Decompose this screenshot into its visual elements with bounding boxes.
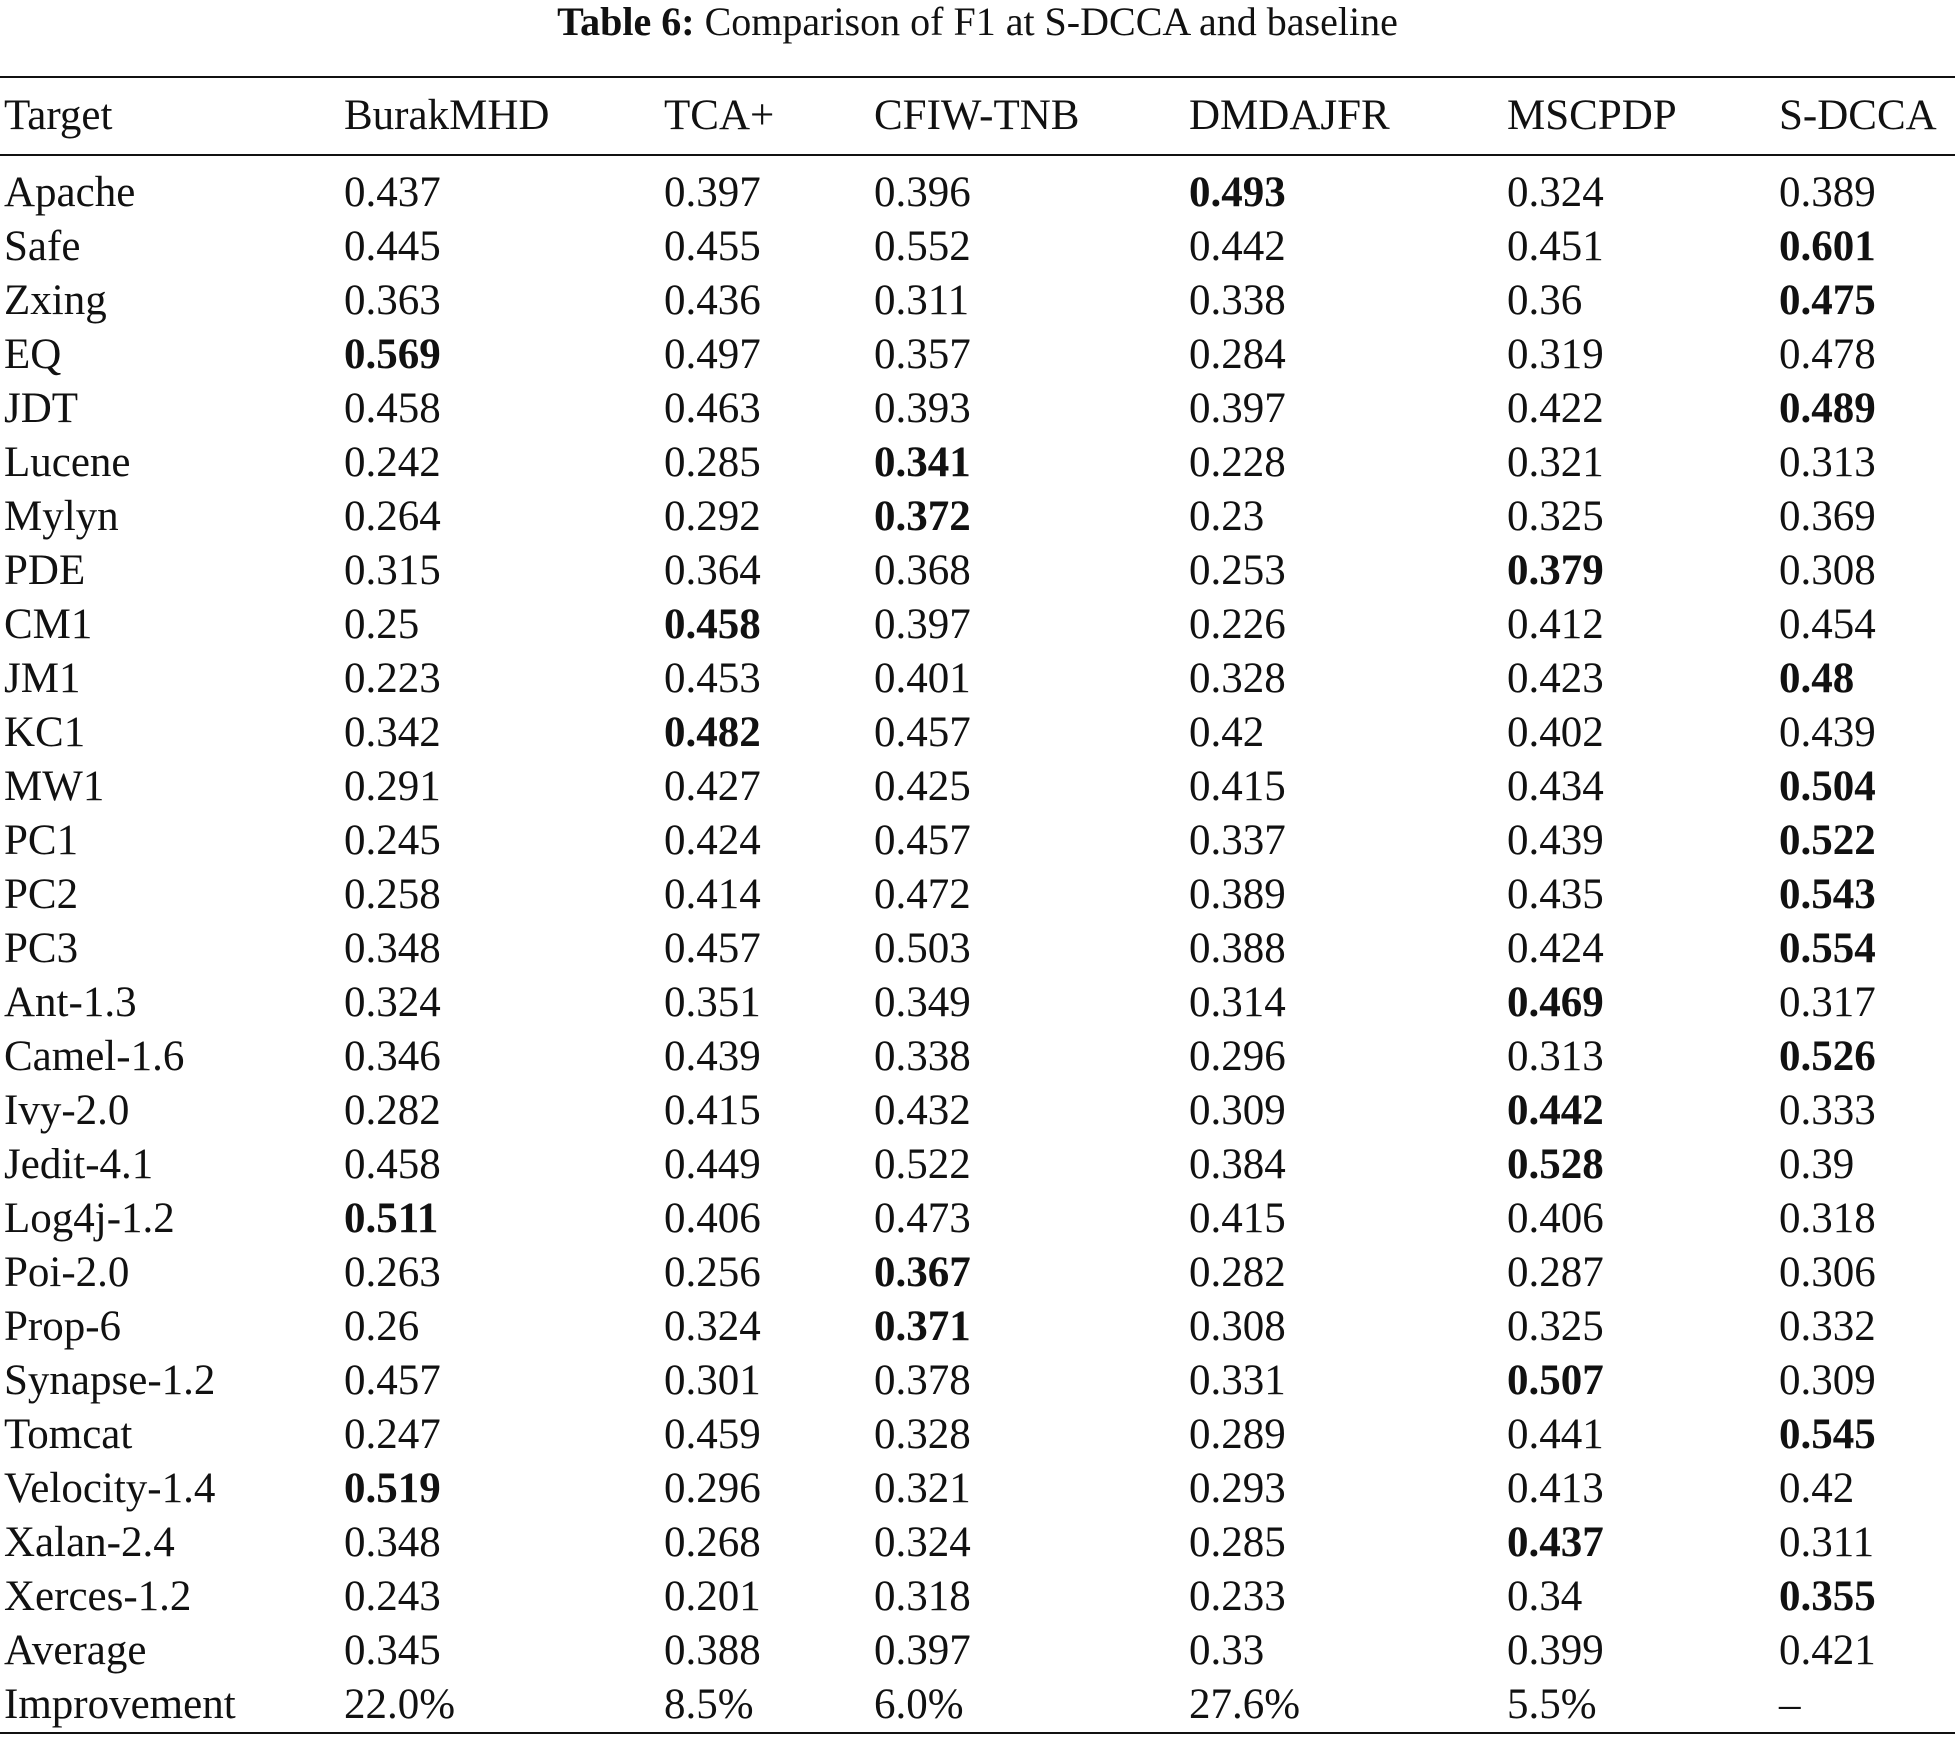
row-target-cell: Improvement [4, 1681, 236, 1728]
row-target-cell: JDT [4, 385, 79, 432]
value-cell: 0.26 [344, 1303, 420, 1350]
value-cell: 0.201 [664, 1573, 761, 1620]
value-cell: 0.314 [1189, 979, 1286, 1026]
value-cell: 0.504 [1779, 763, 1876, 810]
value-cell: 0.324 [1507, 169, 1604, 216]
table-row [0, 1030, 1955, 1084]
value-cell: 0.554 [1779, 925, 1876, 972]
value-cell: 0.364 [664, 547, 761, 594]
value-cell: 0.253 [1189, 547, 1286, 594]
header-s-dcca: S-DCCA [1779, 92, 1937, 139]
value-cell: 0.245 [344, 817, 441, 864]
value-cell: 0.247 [344, 1411, 441, 1458]
value-cell: 0.439 [664, 1033, 761, 1080]
table-row [0, 976, 1955, 1030]
row-target-cell: Ivy-2.0 [4, 1087, 130, 1134]
value-cell: 0.482 [664, 709, 761, 756]
value-cell: 0.379 [1507, 547, 1604, 594]
row-target-cell: Xerces-1.2 [4, 1573, 192, 1620]
value-cell: 0.355 [1779, 1573, 1876, 1620]
value-cell: 0.325 [1507, 493, 1604, 540]
row-target-cell: Ant-1.3 [4, 979, 137, 1026]
value-cell: 0.301 [664, 1357, 761, 1404]
f1-comparison-table [0, 76, 1955, 1734]
value-cell: 0.432 [874, 1087, 971, 1134]
value-cell: 0.503 [874, 925, 971, 972]
value-cell: 0.319 [1507, 331, 1604, 378]
row-target-cell: Mylyn [4, 493, 119, 540]
value-cell: 0.321 [874, 1465, 971, 1512]
value-cell: 0.439 [1779, 709, 1876, 756]
value-cell: 0.338 [1189, 277, 1286, 324]
value-cell: 0.389 [1779, 169, 1876, 216]
value-cell: 0.324 [664, 1303, 761, 1350]
value-cell: 0.285 [664, 439, 761, 486]
value-cell: 0.223 [344, 655, 441, 702]
value-cell: 0.242 [344, 439, 441, 486]
value-cell: 0.25 [344, 601, 420, 648]
value-cell: 0.331 [1189, 1357, 1286, 1404]
value-cell: 0.308 [1189, 1303, 1286, 1350]
value-cell: 0.449 [664, 1141, 761, 1188]
row-target-cell: Prop-6 [4, 1303, 122, 1350]
value-cell: 0.475 [1779, 277, 1876, 324]
value-cell: 0.233 [1189, 1573, 1286, 1620]
value-cell: 0.397 [1189, 385, 1286, 432]
header-dmdajfr: DMDAJFR [1189, 92, 1390, 139]
value-cell: 0.285 [1189, 1519, 1286, 1566]
value-cell: 0.42 [1779, 1465, 1855, 1512]
table-row [0, 274, 1955, 328]
table-row [0, 382, 1955, 436]
value-cell: 0.264 [344, 493, 441, 540]
value-cell: – [1779, 1681, 1801, 1728]
value-cell: 0.423 [1507, 655, 1604, 702]
caption-text: Comparison of F1 at S-DCCA and baseline [704, 0, 1398, 44]
table-header [0, 77, 1955, 155]
value-cell: 0.511 [344, 1195, 439, 1242]
table-row [0, 652, 1955, 706]
row-target-cell: Apache [4, 169, 136, 216]
row-target-cell: Jedit-4.1 [4, 1141, 154, 1188]
value-cell: 0.453 [664, 655, 761, 702]
value-cell: 0.437 [344, 169, 441, 216]
value-cell: 0.601 [1779, 223, 1876, 270]
value-cell: 0.457 [664, 925, 761, 972]
table-body [0, 155, 1955, 1733]
table-row [0, 1462, 1955, 1516]
value-cell: 0.458 [664, 601, 761, 648]
value-cell: 0.442 [1189, 223, 1286, 270]
row-target-cell: MW1 [4, 763, 105, 810]
row-target-cell: PDE [4, 547, 86, 594]
value-cell: 0.455 [664, 223, 761, 270]
row-target-cell: Velocity-1.4 [4, 1465, 216, 1512]
value-cell: 0.282 [344, 1087, 441, 1134]
row-target-cell: Average [4, 1627, 147, 1674]
value-cell: 0.454 [1779, 601, 1876, 648]
row-target-cell: JM1 [4, 655, 81, 702]
value-cell: 0.371 [874, 1303, 971, 1350]
table-row [0, 1084, 1955, 1138]
value-cell: 0.388 [664, 1627, 761, 1674]
value-cell: 0.258 [344, 871, 441, 918]
table-row [0, 598, 1955, 652]
value-cell: 0.478 [1779, 331, 1876, 378]
value-cell: 0.459 [664, 1411, 761, 1458]
value-cell: 0.427 [664, 763, 761, 810]
value-cell: 0.451 [1507, 223, 1604, 270]
value-cell: 0.349 [874, 979, 971, 1026]
value-cell: 0.348 [344, 1519, 441, 1566]
value-cell: 0.226 [1189, 601, 1286, 648]
value-cell: 0.369 [1779, 493, 1876, 540]
value-cell: 0.457 [344, 1357, 441, 1404]
value-cell: 0.437 [1507, 1519, 1604, 1566]
row-target-cell: Xalan-2.4 [4, 1519, 175, 1566]
table-row [0, 436, 1955, 490]
table-row [0, 814, 1955, 868]
value-cell: 0.292 [664, 493, 761, 540]
value-cell: 0.368 [874, 547, 971, 594]
row-target-cell: EQ [4, 331, 62, 378]
value-cell: 0.346 [344, 1033, 441, 1080]
value-cell: 0.324 [874, 1519, 971, 1566]
value-cell: 0.287 [1507, 1249, 1604, 1296]
table-row [0, 922, 1955, 976]
header-cfiw-tnb: CFIW-TNB [874, 92, 1080, 139]
value-cell: 0.497 [664, 331, 761, 378]
value-cell: 0.528 [1507, 1141, 1604, 1188]
value-cell: 0.333 [1779, 1087, 1876, 1134]
value-cell: 0.39 [1779, 1141, 1855, 1188]
value-cell: 6.0% [874, 1681, 964, 1728]
header-mscpdp: MSCPDP [1507, 92, 1677, 139]
value-cell: 0.397 [874, 1627, 971, 1674]
value-cell: 0.489 [1779, 385, 1876, 432]
value-cell: 0.357 [874, 331, 971, 378]
value-cell: 0.457 [874, 817, 971, 864]
value-cell: 0.318 [874, 1573, 971, 1620]
value-cell: 0.397 [874, 601, 971, 648]
value-cell: 0.399 [1507, 1627, 1604, 1674]
value-cell: 0.441 [1507, 1411, 1604, 1458]
value-cell: 0.243 [344, 1573, 441, 1620]
value-cell: 0.458 [344, 1141, 441, 1188]
value-cell: 0.313 [1779, 439, 1876, 486]
row-target-cell: Camel-1.6 [4, 1033, 185, 1080]
table-row [0, 1516, 1955, 1570]
value-cell: 0.33 [1189, 1627, 1265, 1674]
value-cell: 0.309 [1189, 1087, 1286, 1134]
value-cell: 0.445 [344, 223, 441, 270]
header-burakmhd: BurakMHD [344, 92, 550, 139]
table-row [0, 220, 1955, 274]
table-row [0, 1624, 1955, 1678]
row-target-cell: KC1 [4, 709, 86, 756]
value-cell: 0.289 [1189, 1411, 1286, 1458]
table-row [0, 706, 1955, 760]
value-cell: 0.345 [344, 1627, 441, 1674]
value-cell: 0.328 [874, 1411, 971, 1458]
value-cell: 0.415 [664, 1087, 761, 1134]
value-cell: 0.42 [1189, 709, 1265, 756]
row-target-cell: Log4j-1.2 [4, 1195, 175, 1242]
value-cell: 27.6% [1189, 1681, 1301, 1728]
value-cell: 0.256 [664, 1249, 761, 1296]
header-tca-plus: TCA+ [664, 92, 775, 139]
value-cell: 0.442 [1507, 1087, 1604, 1134]
value-cell: 0.311 [874, 277, 970, 324]
value-cell: 0.473 [874, 1195, 971, 1242]
value-cell: 0.306 [1779, 1249, 1876, 1296]
value-cell: 0.457 [874, 709, 971, 756]
value-cell: 0.393 [874, 385, 971, 432]
value-cell: 0.228 [1189, 439, 1286, 486]
value-cell: 0.472 [874, 871, 971, 918]
table-row [0, 1192, 1955, 1246]
row-target-cell: PC3 [4, 925, 79, 972]
row-target-cell: PC1 [4, 817, 79, 864]
value-cell: 0.389 [1189, 871, 1286, 918]
table-row [0, 1570, 1955, 1624]
row-target-cell: CM1 [4, 601, 93, 648]
value-cell: 0.293 [1189, 1465, 1286, 1512]
value-cell: 0.372 [874, 493, 971, 540]
row-target-cell: Poi-2.0 [4, 1249, 130, 1296]
value-cell: 22.0% [344, 1681, 456, 1728]
value-cell: 0.413 [1507, 1465, 1604, 1512]
value-cell: 0.325 [1507, 1303, 1604, 1350]
value-cell: 0.425 [874, 763, 971, 810]
value-cell: 0.415 [1189, 1195, 1286, 1242]
table-row [0, 1300, 1955, 1354]
value-cell: 0.434 [1507, 763, 1604, 810]
value-cell: 8.5% [664, 1681, 754, 1728]
value-cell: 0.284 [1189, 331, 1286, 378]
value-cell: 0.421 [1779, 1627, 1876, 1674]
value-cell: 0.341 [874, 439, 971, 486]
value-cell: 0.552 [874, 223, 971, 270]
value-cell: 0.463 [664, 385, 761, 432]
value-cell: 0.406 [1507, 1195, 1604, 1242]
value-cell: 0.332 [1779, 1303, 1876, 1350]
value-cell: 0.436 [664, 277, 761, 324]
table-caption [0, 0, 1955, 44]
value-cell: 0.415 [1189, 763, 1286, 810]
value-cell: 0.422 [1507, 385, 1604, 432]
value-cell: 0.363 [344, 277, 441, 324]
value-cell: 0.526 [1779, 1033, 1876, 1080]
value-cell: 0.402 [1507, 709, 1604, 756]
value-cell: 0.414 [664, 871, 761, 918]
value-cell: 0.458 [344, 385, 441, 432]
value-cell: 0.34 [1507, 1573, 1583, 1620]
table-row [0, 328, 1955, 382]
value-cell: 0.569 [344, 331, 441, 378]
table-row [0, 544, 1955, 598]
table-row [0, 155, 1955, 220]
value-cell: 0.388 [1189, 925, 1286, 972]
value-cell: 0.296 [664, 1465, 761, 1512]
value-cell: 0.36 [1507, 277, 1583, 324]
value-cell: 0.351 [664, 979, 761, 1026]
value-cell: 0.337 [1189, 817, 1286, 864]
table-row [0, 1354, 1955, 1408]
value-cell: 0.291 [344, 763, 441, 810]
value-cell: 0.397 [664, 169, 761, 216]
table-row [0, 868, 1955, 922]
value-cell: 0.318 [1779, 1195, 1876, 1242]
value-cell: 0.313 [1507, 1033, 1604, 1080]
value-cell: 0.469 [1507, 979, 1604, 1026]
row-target-cell: Synapse-1.2 [4, 1357, 216, 1404]
value-cell: 0.406 [664, 1195, 761, 1242]
row-target-cell: Tomcat [4, 1411, 133, 1458]
value-cell: 0.378 [874, 1357, 971, 1404]
value-cell: 0.308 [1779, 547, 1876, 594]
value-cell: 0.309 [1779, 1357, 1876, 1404]
value-cell: 0.424 [1507, 925, 1604, 972]
value-cell: 0.317 [1779, 979, 1876, 1026]
row-target-cell: Lucene [4, 439, 131, 486]
table-row [0, 1408, 1955, 1462]
row-target-cell: Safe [4, 223, 81, 270]
value-cell: 0.522 [1779, 817, 1876, 864]
value-cell: 0.296 [1189, 1033, 1286, 1080]
value-cell: 0.282 [1189, 1249, 1286, 1296]
value-cell: 0.424 [664, 817, 761, 864]
value-cell: 0.439 [1507, 817, 1604, 864]
table-row [0, 490, 1955, 544]
value-cell: 0.348 [344, 925, 441, 972]
value-cell: 0.545 [1779, 1411, 1876, 1458]
value-cell: 0.328 [1189, 655, 1286, 702]
row-target-cell: PC2 [4, 871, 79, 918]
value-cell: 0.315 [344, 547, 441, 594]
header-target: Target [4, 92, 113, 139]
table-row [0, 1246, 1955, 1300]
value-cell: 0.435 [1507, 871, 1604, 918]
value-cell: 0.412 [1507, 601, 1604, 648]
table-row [0, 760, 1955, 814]
value-cell: 0.367 [874, 1249, 971, 1296]
value-cell: 0.522 [874, 1141, 971, 1188]
table-row [0, 1678, 1955, 1733]
value-cell: 0.23 [1189, 493, 1265, 540]
value-cell: 0.401 [874, 655, 971, 702]
value-cell: 0.324 [344, 979, 441, 1026]
value-cell: 0.48 [1779, 655, 1855, 702]
header-row [0, 77, 1955, 155]
caption-label: Table 6: [557, 0, 695, 44]
value-cell: 0.338 [874, 1033, 971, 1080]
value-cell: 0.321 [1507, 439, 1604, 486]
value-cell: 0.396 [874, 169, 971, 216]
value-cell: 0.384 [1189, 1141, 1286, 1188]
value-cell: 0.268 [664, 1519, 761, 1566]
row-target-cell: Zxing [4, 277, 107, 324]
value-cell: 0.543 [1779, 871, 1876, 918]
value-cell: 0.263 [344, 1249, 441, 1296]
value-cell: 0.507 [1507, 1357, 1604, 1404]
value-cell: 0.519 [344, 1465, 441, 1512]
value-cell: 5.5% [1507, 1681, 1597, 1728]
value-cell: 0.311 [1779, 1519, 1875, 1566]
value-cell: 0.493 [1189, 169, 1286, 216]
value-cell: 0.342 [344, 709, 441, 756]
table-row [0, 1138, 1955, 1192]
